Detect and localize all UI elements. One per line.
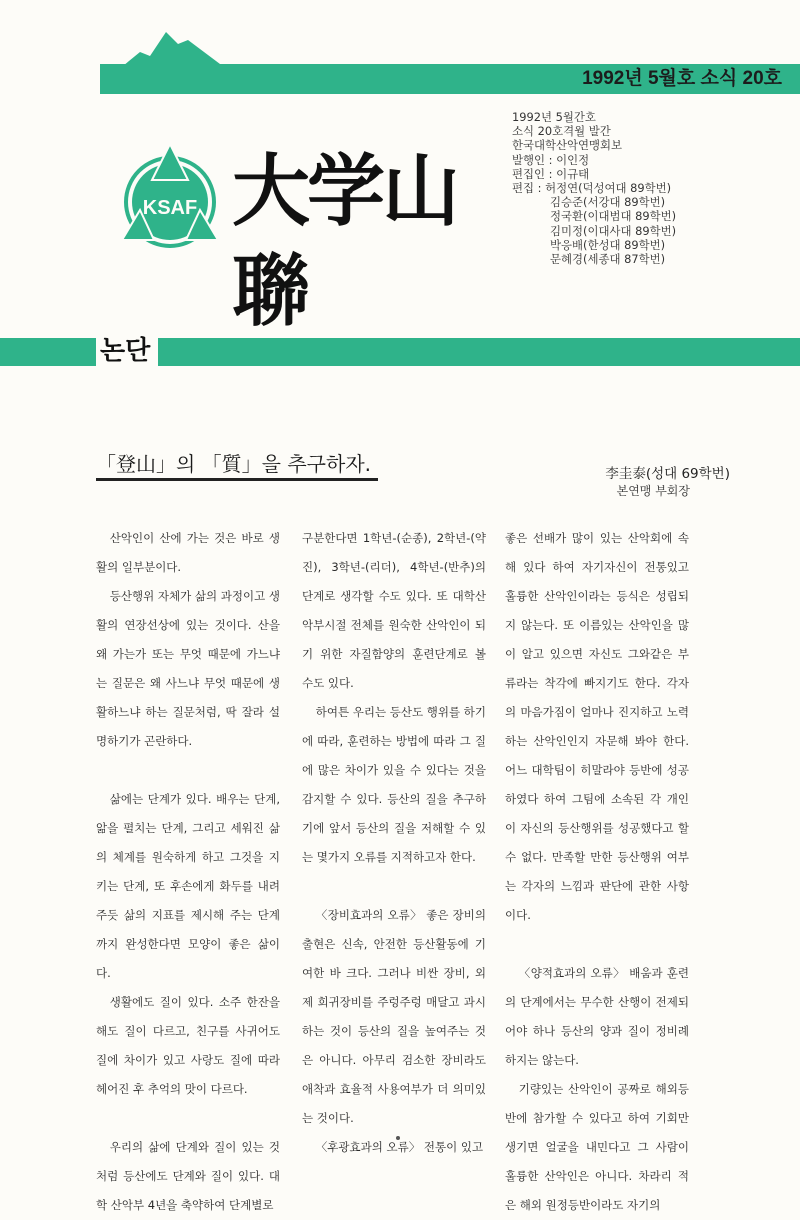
editor-entry: 김미정(이대사대 89학번) (550, 223, 677, 238)
editor-entry: 문혜경(세종대 87학번) (550, 252, 666, 267)
article-paragraph: 기량있는 산악인이 공짜로 해외등반에 참가할 수 있다고 하여 기회만 생기면 얼굴을 내민다고 그 사람이 훌륭한 산악인은 아니다. 차라리 적은 해외 원정등반이라도 자기의 (505, 1082, 689, 1212)
editor-entry: 김승준(서강대 89학번) (550, 195, 666, 210)
author-role: 본연맹 부회장 (616, 484, 690, 498)
issue-banner: 1992년 5월호 소식 20호 (582, 68, 782, 89)
editor-entry: 정국환(이대범대 89학번) (550, 209, 677, 224)
editor-chief: 편집인 : 이규태 (512, 166, 590, 181)
article-paragraph: 생활에도 질이 있다. 소주 한잔을 해도 질이 다르고, 친구를 사귀어도 질에 차이가 있고 사랑도 질에 따라 헤어진 후 추억의 맛이 다르다. (96, 995, 280, 1096)
article-paragraph: 〈장비효과의 오류〉 좋은 장비의 출현은 신속, 안전한 등산활동에 기여한 바 크다. 그러나 비싼 장비, 외제 희귀장비를 주렁주렁 매달고 과시하는 것이 등산의 질을 높여주는 것은 아니다. 아무리 검소한 장비라도 애착과 효율적 사용여부가 더 의미있는 것이다. (302, 908, 486, 1125)
logo-text: KSAF (142, 197, 198, 219)
article-column-2 (302, 524, 486, 1162)
info-line: 소식 20호격월 발간 (512, 124, 611, 139)
article-paragraph: 좋은 선배가 많이 있는 산악회에 속해 있다 하여 자기자신이 전통있고 훌륭한 산악인이라는 등식은 성립되지 않는다. 또 이름있는 산악인을 많이 알고 있으면 자신도 그와같은 부류라는 착각에 빠지기도 한다. 각자의 마음가짐이 얼마나 진지하고 노력하는 산악인인지 자문해 봐야 한다. 어느 대학팀이 히말라야 등반에 성공하였다 하여 그팀에 소속된 각 개인이 자신의 등산행위를 성공했다고 할 수 없다. 만족할 만한 등산행위 여부는 각자의 느낌과 판단에 관한 사항이다. (505, 531, 689, 922)
page-mark (396, 1136, 400, 1140)
section-title: 논단 (96, 333, 158, 369)
article-paragraph: 〈양적효과의 오류〉 배움과 훈련의 단계에서는 무수한 산행이 전제되어야 하나 등산의 양과 질이 정비례하지는 않는다. (505, 966, 689, 1067)
masthead-title: 大学山聯 (232, 146, 458, 337)
title-underline (96, 478, 378, 481)
article-paragraph: 등산행위 자체가 삶의 과정이고 생활의 연장선상에 있는 것이다. 산을 왜 가는가 또는 무엇 때문에 가느냐는 질문은 왜 사느냐 무엇 때문에 생활하느냐 하는 질문처럼, 딱 잘라 설명하기가 곤란하다. (96, 589, 280, 748)
ksaf-logo (110, 140, 230, 250)
editor-entry: 박응배(한성대 89학번) (550, 237, 666, 252)
editor-entry: 편집 : 허정연(덕성여대 89학번) (512, 181, 672, 196)
article-column-3 (505, 524, 689, 1220)
article-paragraph: 산악인이 산에 가는 것은 바로 생활의 일부분이다. (96, 531, 280, 574)
article-paragraph: 구분한다면 1학년-(순종), 2학년-(약진), 3학년-(리더), 4학년-(반추)의 단계로 생각할 수도 있다. 또 대학산악부시절 전체를 원숙한 산악인이 되기 위한 자질함양의 훈련단계로 볼 수도 있다. (302, 531, 486, 690)
info-line: 한국대학산악연맹회보 (512, 138, 623, 153)
article-paragraph: 우리의 삶에 단계와 질이 있는 것처럼 등산에도 단계와 질이 있다. 대학 산악부 4년을 축약하여 단계별로 (96, 1140, 280, 1212)
article-paragraph: 〈후광효과의 오류〉 전통이 있고 (315, 1140, 484, 1154)
publication-info (512, 110, 722, 266)
article-column-1 (96, 524, 280, 1220)
info-line: 1992년 5월간호 (512, 110, 596, 124)
article-author: 李圭泰(성대 69학번) (605, 466, 730, 482)
article-paragraph: 하여튼 우리는 등산도 행위를 하기에 따라, 훈련하는 방법에 따라 그 질에 많은 차이가 있을 수 있다는 것을 감지할 수 있다. 등산의 질을 추구하기에 앞서 등산의 질을 저해할 수 있는 몇가지 오류를 지적하고자 한다. (302, 705, 486, 864)
publisher: 발행인 : 이인정 (512, 152, 590, 167)
article-paragraph: 삶에는 단계가 있다. 배우는 단계, 앎을 펼치는 단계, 그리고 세워진 삶의 체계를 원숙하게 하고 그것을 지키는 단계, 또 후손에게 화두를 내려주듯 삶의 지표를 제시해 주는 단계까지 완성한다면 모양이 좋은 삶이다. (96, 792, 280, 980)
article-title: 「登山」의 「質」을 추구하자. (96, 452, 371, 476)
